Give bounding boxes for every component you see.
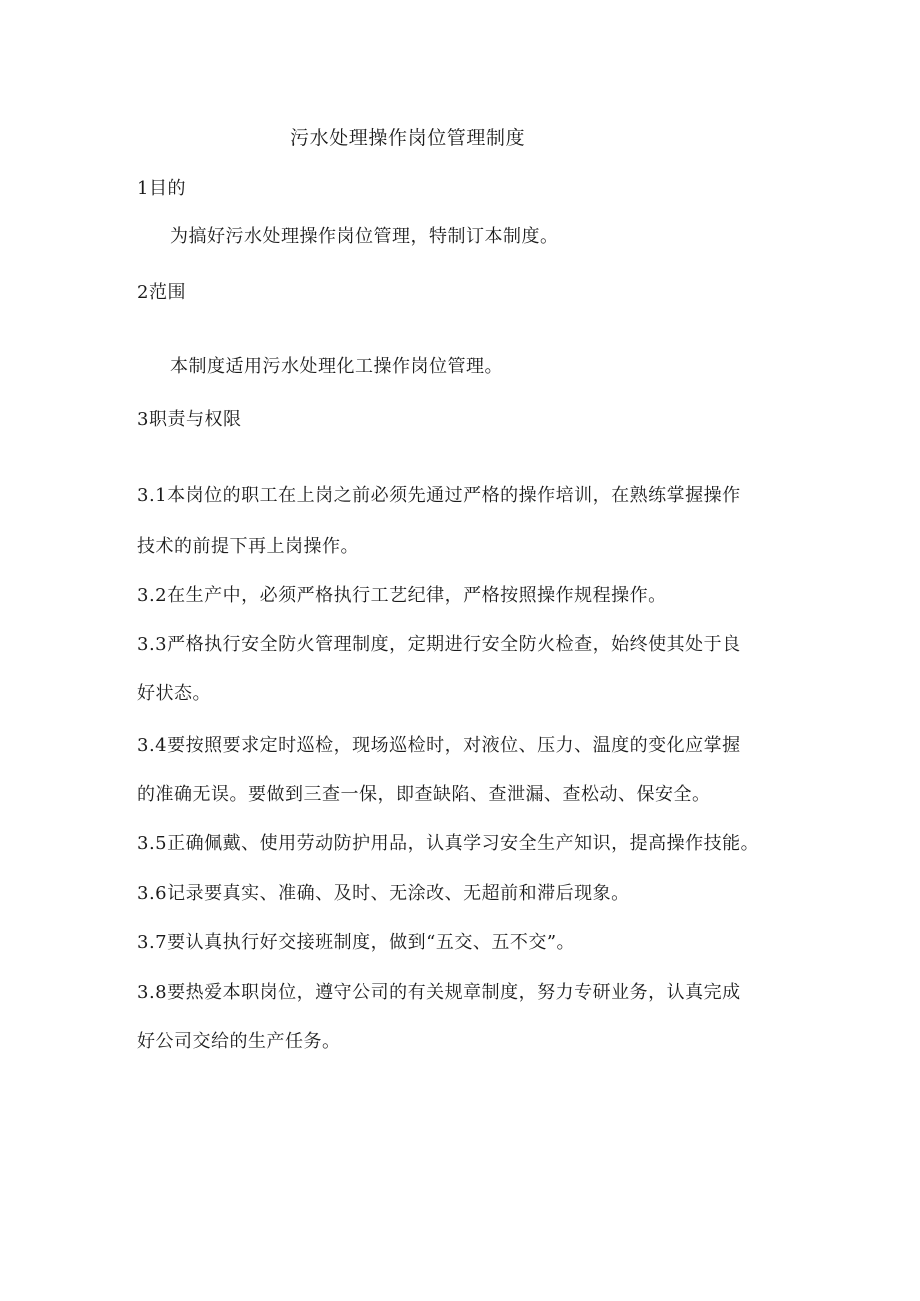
item-3-8-line-1: 3.8要热爱本职岗位，遵守公司的有关规章制度，努力专研业务，认真完成 <box>137 982 741 1003</box>
item-3-4-line-2: 的准确无误。要做到三查一保，即查缺陷、查泄漏、查松动、保安全。 <box>137 784 711 805</box>
section-heading-purpose: 1目的 <box>137 178 186 199</box>
item-3-8-line-2: 好公司交给的生产任务。 <box>137 1031 341 1052</box>
item-3-2: 3.2在生产中，必须严格执行工艺纪律，严格按照操作规程操作。 <box>137 585 667 606</box>
item-3-5: 3.5正确佩戴、使用劳动防护用品，认真学习安全生产知识，提高操作技能。 <box>137 833 760 854</box>
document-title: 污水处理操作岗位管理制度 <box>290 127 526 149</box>
item-3-1-line-2: 技术的前提下再上岗操作。 <box>137 536 359 557</box>
item-3-3-line-2: 好状态。 <box>137 683 211 704</box>
section-heading-duties: 3职责与权限 <box>137 409 242 430</box>
item-3-1-line-1: 3.1本岗位的职工在上岗之前必须先通过严格的操作培训，在熟练掌握操作 <box>137 485 741 506</box>
paragraph-purpose: 为搞好污水处理操作岗位管理，特制订本制度。 <box>170 226 559 247</box>
section-heading-scope: 2范围 <box>137 282 186 303</box>
paragraph-scope: 本制度适用污水处理化工操作岗位管理。 <box>170 356 503 377</box>
item-3-6: 3.6记录要真实、准确、及时、无涂改、无超前和滞后现象。 <box>137 883 630 904</box>
item-3-7: 3.7要认真执行好交接班制度，做到“五交、五不交”。 <box>137 932 576 953</box>
item-3-4-line-1: 3.4要按照要求定时巡检，现场巡检时，对液位、压力、温度的变化应掌握 <box>137 735 741 756</box>
item-3-3-line-1: 3.3严格执行安全防火管理制度，定期进行安全防火检查，始终使其处于良 <box>137 634 741 655</box>
